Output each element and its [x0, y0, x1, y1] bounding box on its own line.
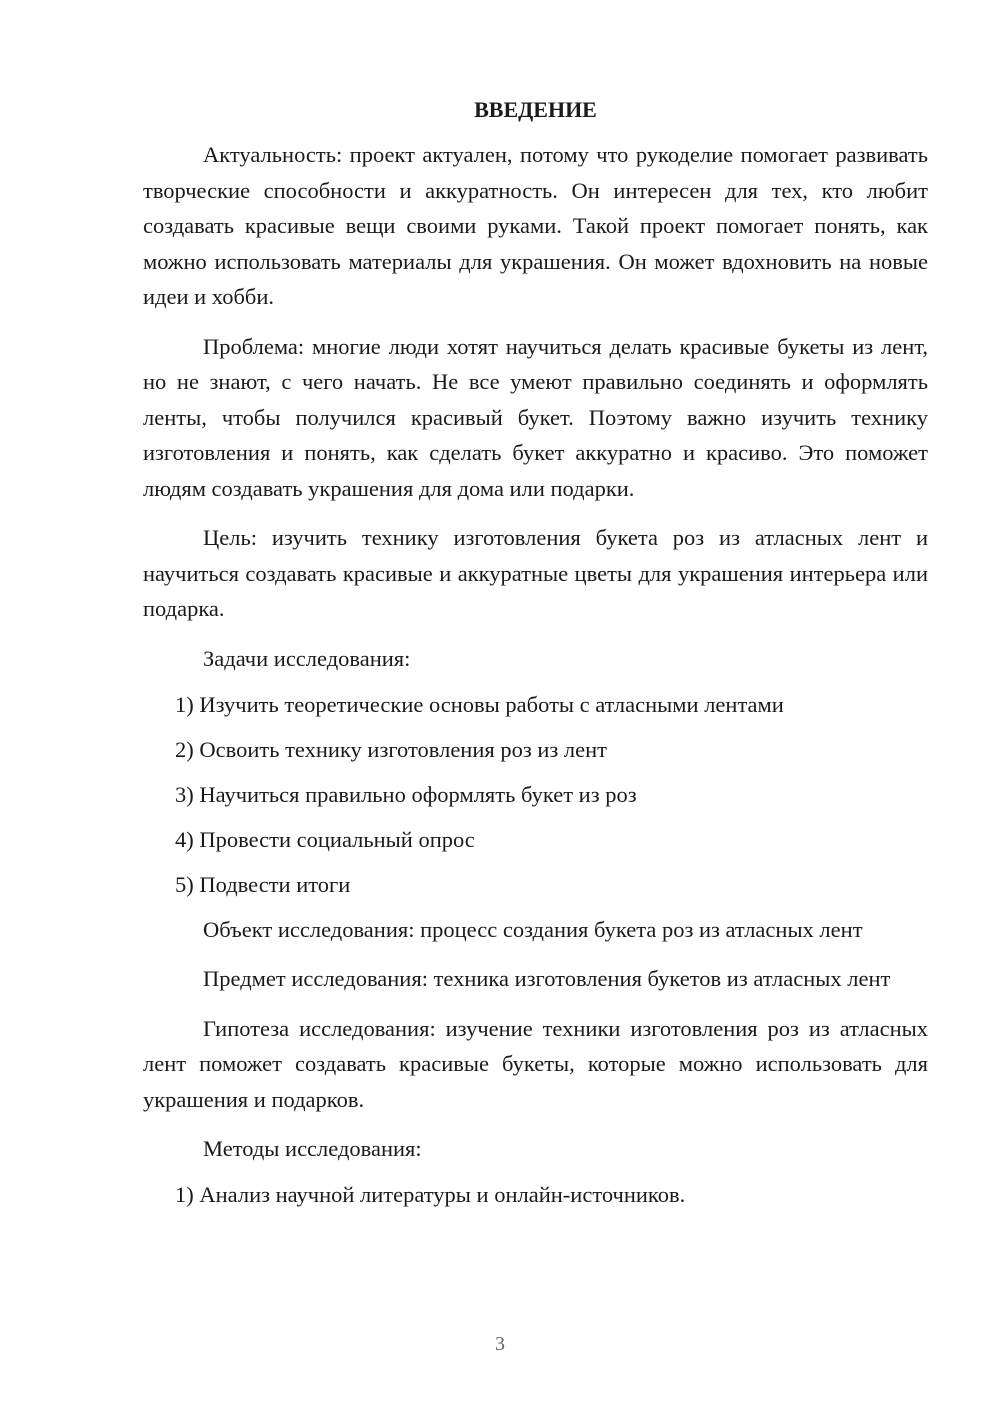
- task-item-1: 1) Изучить теоретические основы работы с атласными лентами: [175, 691, 784, 717]
- task-item-3: 3) Научиться правильно оформлять букет из роз: [175, 781, 637, 807]
- paragraph-hypothesis: Гипотеза исследования: изучение техники изготовления роз из атласных лент поможет создавать красивые букеты, которые можно использовать для украшения и подарков.: [143, 1015, 928, 1112]
- task-item-5: 5) Подвести итоги: [175, 871, 351, 897]
- paragraph-goal: Цель: изучить технику изготовления букета роз из атласных лент и научиться создавать красивые и аккуратные цветы для украшения интерьера или подарка.: [143, 525, 928, 621]
- section-heading: ВВЕДЕНИЕ: [474, 97, 597, 122]
- document-page: [143, 95, 928, 1222]
- page-number: 3: [495, 1333, 505, 1355]
- paragraph-problem: Проблема: многие люди хотят научиться делать красивые букеты из лент, но не знают, с чего начать. Не все умеют правильно соединять и оформлять ленты, чтобы получился красивый букет. Поэтому важно изучить технику изготовления и понять, как сделать букет аккуратно и красиво. Это поможет людям создавать украшения для дома или подарки.: [143, 333, 928, 501]
- method-item-1: 1) Анализ научной литературы и онлайн-источников.: [175, 1182, 686, 1207]
- paragraph-object: Объект исследования: процесс создания букета роз из атласных лент: [203, 916, 863, 942]
- task-item-2: 2) Освоить технику изготовления роз из лент: [175, 736, 608, 762]
- tasks-label: Задачи исследования:: [203, 645, 411, 671]
- task-item-4: 4) Провести социальный опрос: [175, 826, 475, 852]
- paragraph-subject: Предмет исследования: техника изготовления букетов из атласных лент: [203, 966, 891, 991]
- methods-label: Методы исследования:: [203, 1136, 422, 1161]
- paragraph-relevance: Актуальность: проект актуален, потому что рукоделие помогает развивать творческие способности и аккуратность. Он интересен для тех, кто любит создавать красивые вещи своими руками. Такой проект помогает понять, как можно использовать материалы для украшения. Он может вдохновить на новые идеи и хобби.: [143, 142, 928, 309]
